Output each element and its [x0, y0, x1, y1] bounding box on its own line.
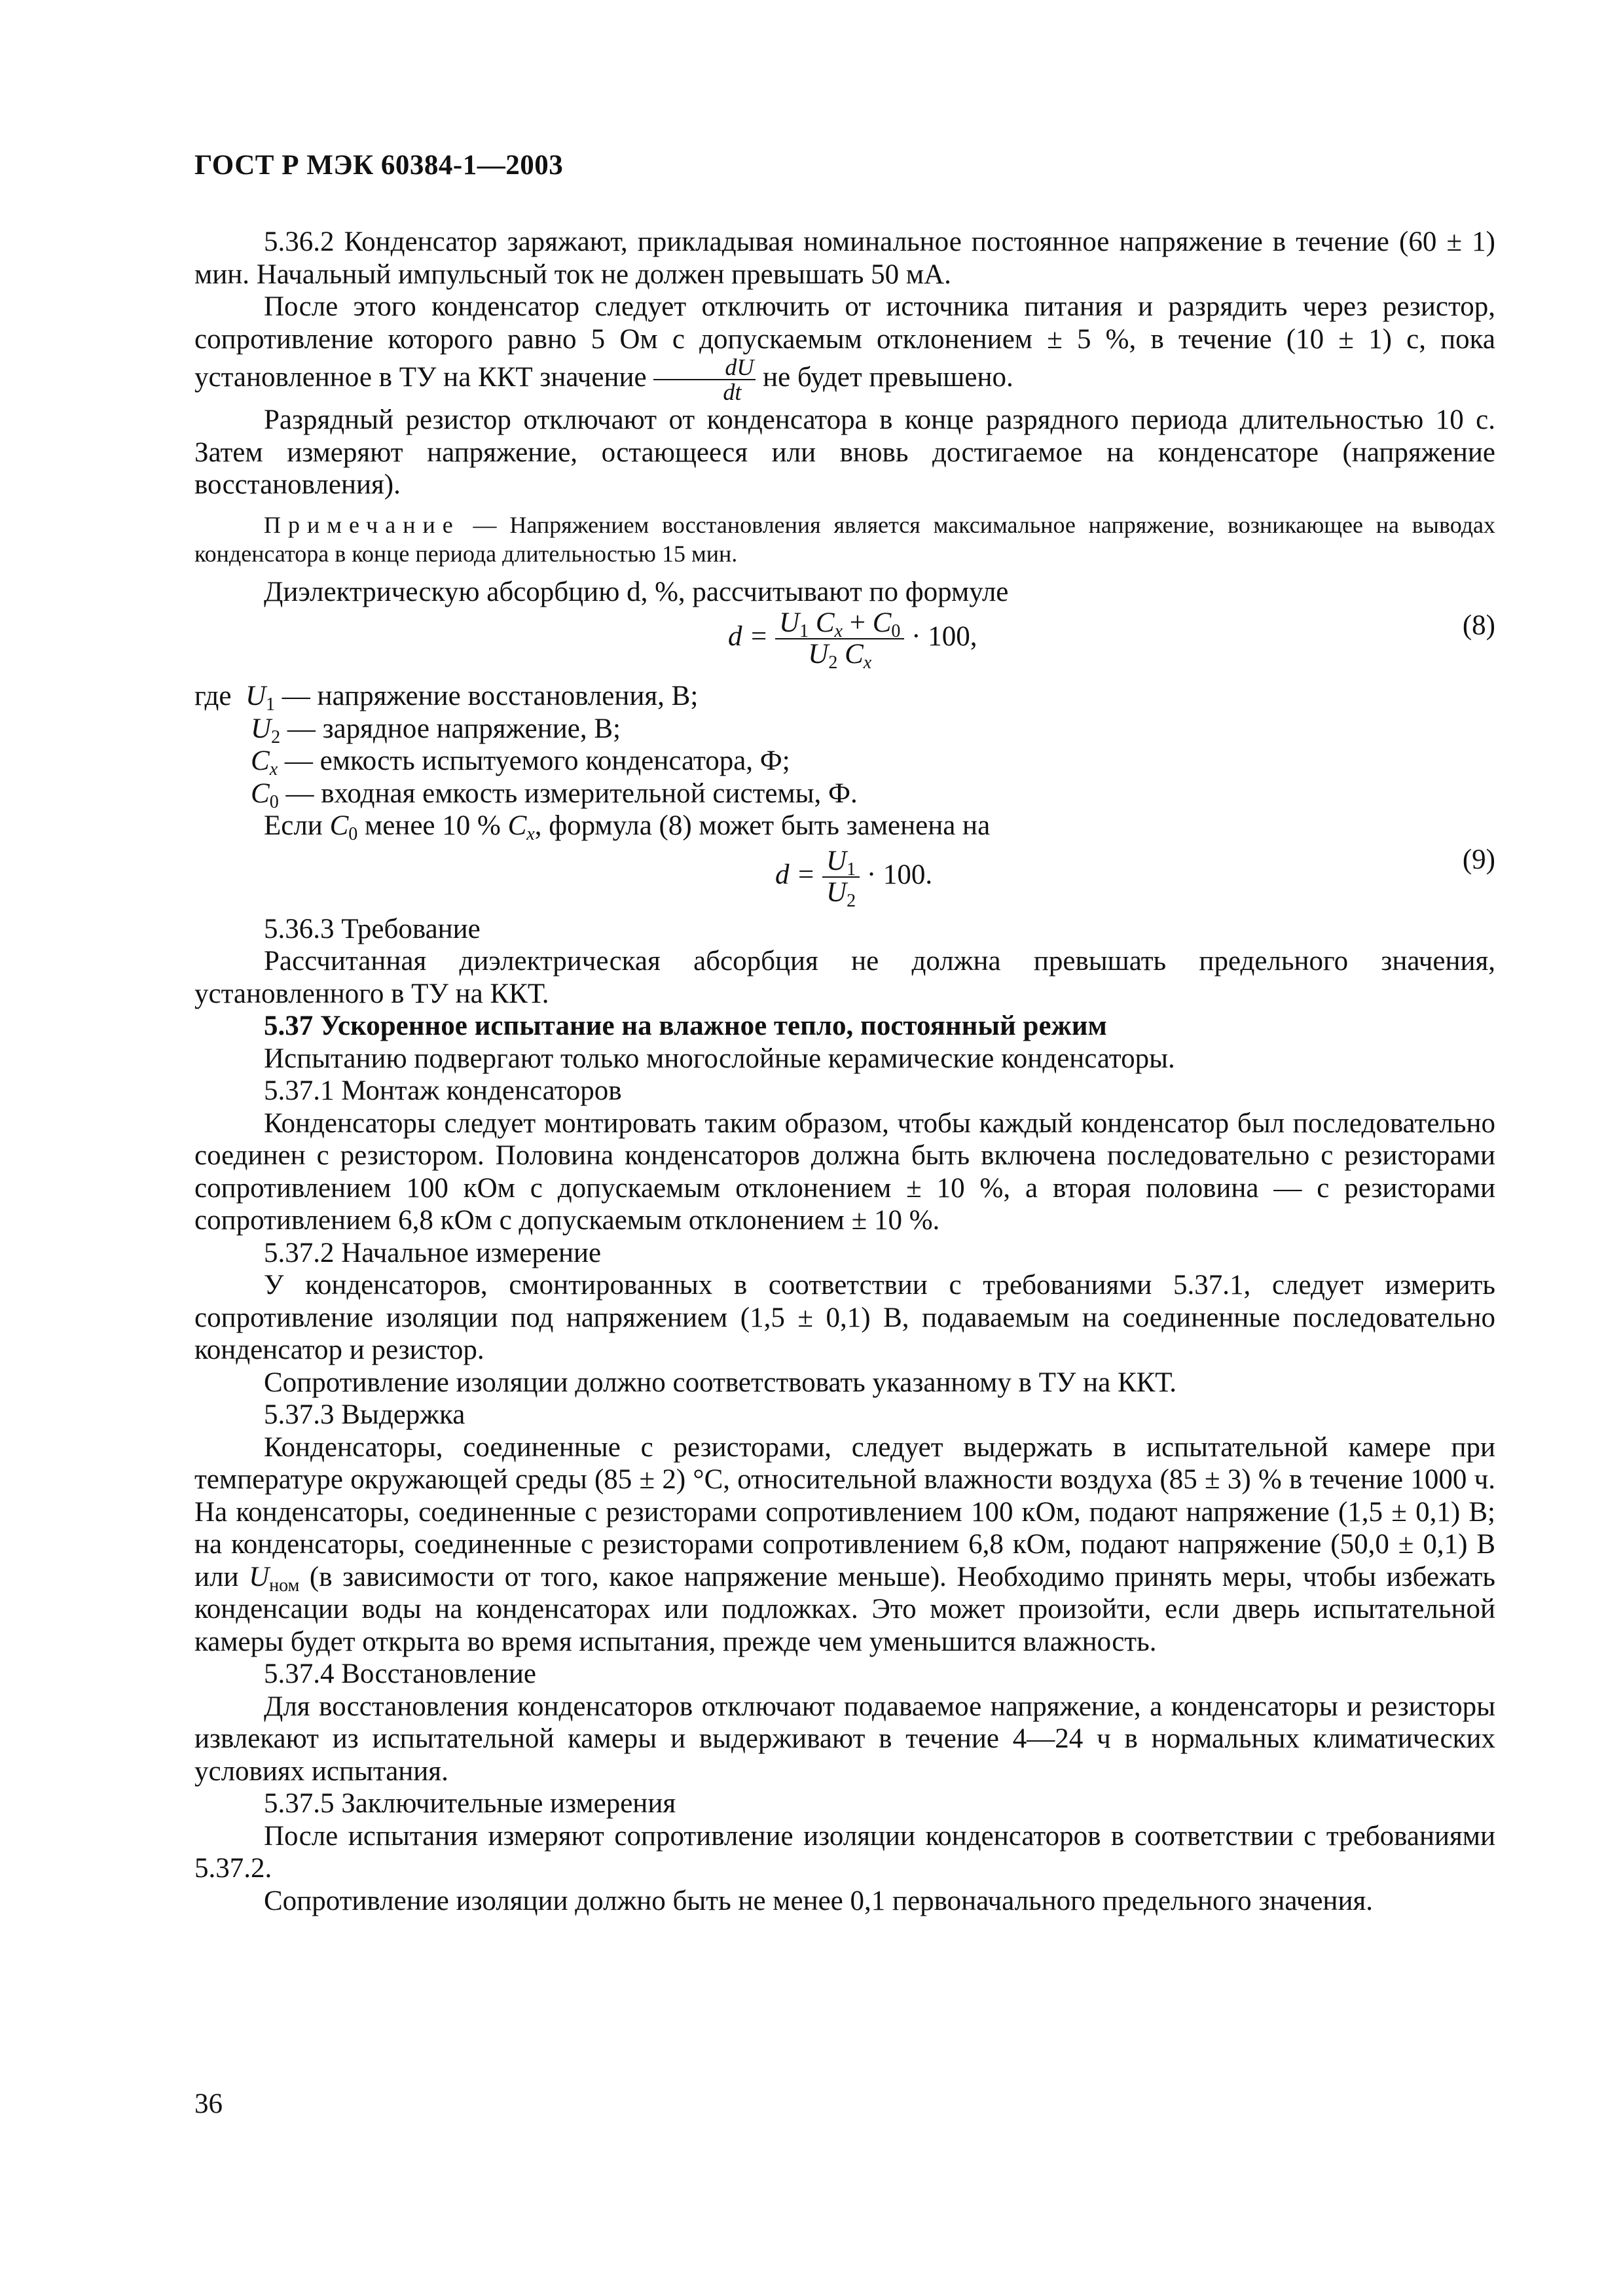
definition-cx: $C_x$ — емкость испытуемого конденсатора, Ф; [251, 745, 790, 780]
formula-9-expression [775, 845, 933, 911]
heading-5375: 5.37.5 Заключительные измерения [264, 1788, 676, 1819]
formula-8 [194, 608, 1495, 680]
variable-definitions [194, 680, 1495, 810]
formula-8-denominator: $U_2$ $C_x$ [808, 639, 872, 673]
document-header: ГОСТ Р МЭК 60384-1—2003 [194, 150, 564, 181]
u-nom-subscript: ном [269, 1575, 300, 1596]
formula-8-expression [728, 607, 977, 673]
dt-denominator: dt [723, 379, 742, 405]
formula-9-tail: · 100. [866, 859, 933, 890]
paragraph-discharge [194, 291, 1495, 404]
heading-5373: 5.37.3 Выдержка [264, 1399, 465, 1430]
document-body [194, 226, 1495, 1917]
formula-8-number: (8) [1462, 610, 1495, 641]
paragraph-5373-part-b: (в зависимости от того, какое напряжение меньше). Необходимо принять меры, чтобы избежать конденсации воды на конденсаторах или подложках. Это может произойти, если дверь испытательной камеры будет открыта во время испытания, прежде чем уменьшится влажность. [194, 1561, 1496, 1657]
note-label: Примечание [264, 511, 460, 538]
paragraph-5374: Для восстановления конденсаторов отключают подаваемое напряжение, а конденсаторы и резисторы извлекают из испытательной камеры и выдерживают в течение 4—24 ч в нормальных климатических условиях испытания. [194, 1691, 1495, 1787]
definition-u1-text: — напряжение восстановления, В; [282, 681, 699, 711]
definition-cx-text: — емкость испытуемого конденсатора, Ф; [284, 745, 790, 776]
paragraph-5373 [194, 1431, 1495, 1659]
paragraph-5375-b: Сопротивление изоляции должно быть не менее 0,1 первоначального предельного значения. [264, 1885, 1373, 1916]
du-numerator: dU [653, 355, 756, 380]
paragraph-5372-b: Сопротивление изоляции должно соответствовать указанному в ТУ на ККТ. [264, 1367, 1177, 1398]
formula-9-denominator: $U_2$ [826, 876, 856, 911]
page-number: 36 [194, 2089, 223, 2119]
definition-c0-text: — входная емкость измерительной системы, Ф. [285, 778, 858, 809]
note-text: — Напряжением восстановления является максимальное напряжение, возникающее на выводах конденсатора в конце периода длительностью 15 мин. [194, 511, 1495, 567]
where-prefix: где [194, 681, 232, 711]
paragraph-absorption: Диэлектрическую абсорбцию d, %, рассчитывают по формуле [264, 576, 1009, 607]
paragraph-if-c0: Если $C_0$ менее 10 % $C_x$, формула (8) может быть заменена на [264, 810, 991, 844]
heading-5363: 5.36.3 Требование [264, 913, 481, 944]
heading-5372: 5.37.2 Начальное измерение [264, 1237, 602, 1268]
paragraph-resistor: Разрядный резистор отключают от конденсатора в конце разрядного периода длительностью 10 с. Затем измеряют напряжение, остающееся или вновь достигаемое на конденсаторе (напряжение восстановления). [194, 404, 1495, 500]
paragraph-5363: Рассчитанная диэлектрическая абсорбция не должна превышать предельного значения, установленного в ТУ на ККТ. [194, 946, 1495, 1009]
formula-9-lhs: d = [775, 859, 816, 890]
paragraph-5362: 5.36.2 Конденсатор заряжают, прикладывая номинальное постоянное напряжение в течение (60 ± 1) мин. Начальный импульсный ток не должен превышать 50 мА. [194, 226, 1495, 290]
formula-9-fraction [822, 845, 860, 911]
formula-8-fraction [775, 607, 904, 673]
paragraph-discharge-tail: не будет превышено. [763, 361, 1013, 393]
paragraph-5373-part-a: Конденсаторы, соединенные с резисторами, следует выдержать в испытательной камере при температуре окружающей среды (85 ± 2) °С, относительной влажности воздуха (85 ± 3) % в течение 1000 ч. На конденсаторы, соединенные с резисторами сопротивлением 100 кОм, подают напряжение (1,5 ± 0,1) В; на конденсаторы, соединенные с резисторами сопротивлением 6,8 кОм, подают напряжение (50,0 ± 0,1) В или [194, 1431, 1495, 1592]
formula-9 [194, 842, 1495, 913]
paragraph-5371: Конденсаторы следует монтировать таким образом, чтобы каждый конденсатор был последовательно соединен с резистором. Половина конденсаторов должна быть включена последовательно с резисторами сопротивлением 100 кОм с допускаемым отклонением ± 10 %, а вторая половина — с резисторами сопротивлением 6,8 кОм с допускаемым отклонением ± 10 %. [194, 1107, 1495, 1236]
du-dt-fraction [653, 355, 756, 404]
formula-8-numerator: $U_1$ $C_x + C_0$ [775, 608, 904, 639]
formula-8-lhs: d = [728, 620, 769, 652]
definition-c0: $C_0$ — входная емкость измерительной системы, Ф. [251, 778, 858, 812]
paragraph-537: Испытанию подвергают только многослойные керамические конденсаторы. [264, 1043, 1175, 1074]
heading-5371: 5.37.1 Монтаж конденсаторов [264, 1075, 622, 1106]
paragraph-discharge-text: После этого конденсатор следует отключить от источника питания и разрядить через резистор, сопротивление которого равно 5 Ом с допускаемым отклонением ± 5 %, в течение (10 ± 1) с, пока установленное в ТУ на ККТ значение [194, 291, 1495, 393]
paragraph-5372: У конденсаторов, смонтированных в соответствии с требованиями 5.37.1, следует измерить сопротивление изоляции под напряжением (1,5 ± 0,1) В, подаваемым на соединенные последовательно конденсатор и резистор. [194, 1270, 1495, 1365]
heading-5374: 5.37.4 Восстановление [264, 1659, 536, 1689]
note [194, 511, 1495, 568]
formula-8-tail: · 100, [911, 620, 977, 652]
heading-537: 5.37 Ускоренное испытание на влажное тепло, постоянный режим [264, 1011, 1107, 1041]
u-nom-symbol: U [249, 1561, 270, 1592]
definition-u2-text: — зарядное напряжение, В; [287, 713, 621, 744]
paragraph-5375: После испытания измеряют сопротивление изоляции конденсаторов в соответствии с требованиями 5.37.2. [194, 1820, 1495, 1884]
definition-u2: $U_2$ — зарядное напряжение, В; [251, 713, 621, 747]
formula-9-numerator: $U_1$ [822, 846, 860, 878]
definition-u1: где $U_1$ — напряжение восстановления, В; [194, 681, 699, 715]
formula-9-number: (9) [1462, 844, 1495, 875]
